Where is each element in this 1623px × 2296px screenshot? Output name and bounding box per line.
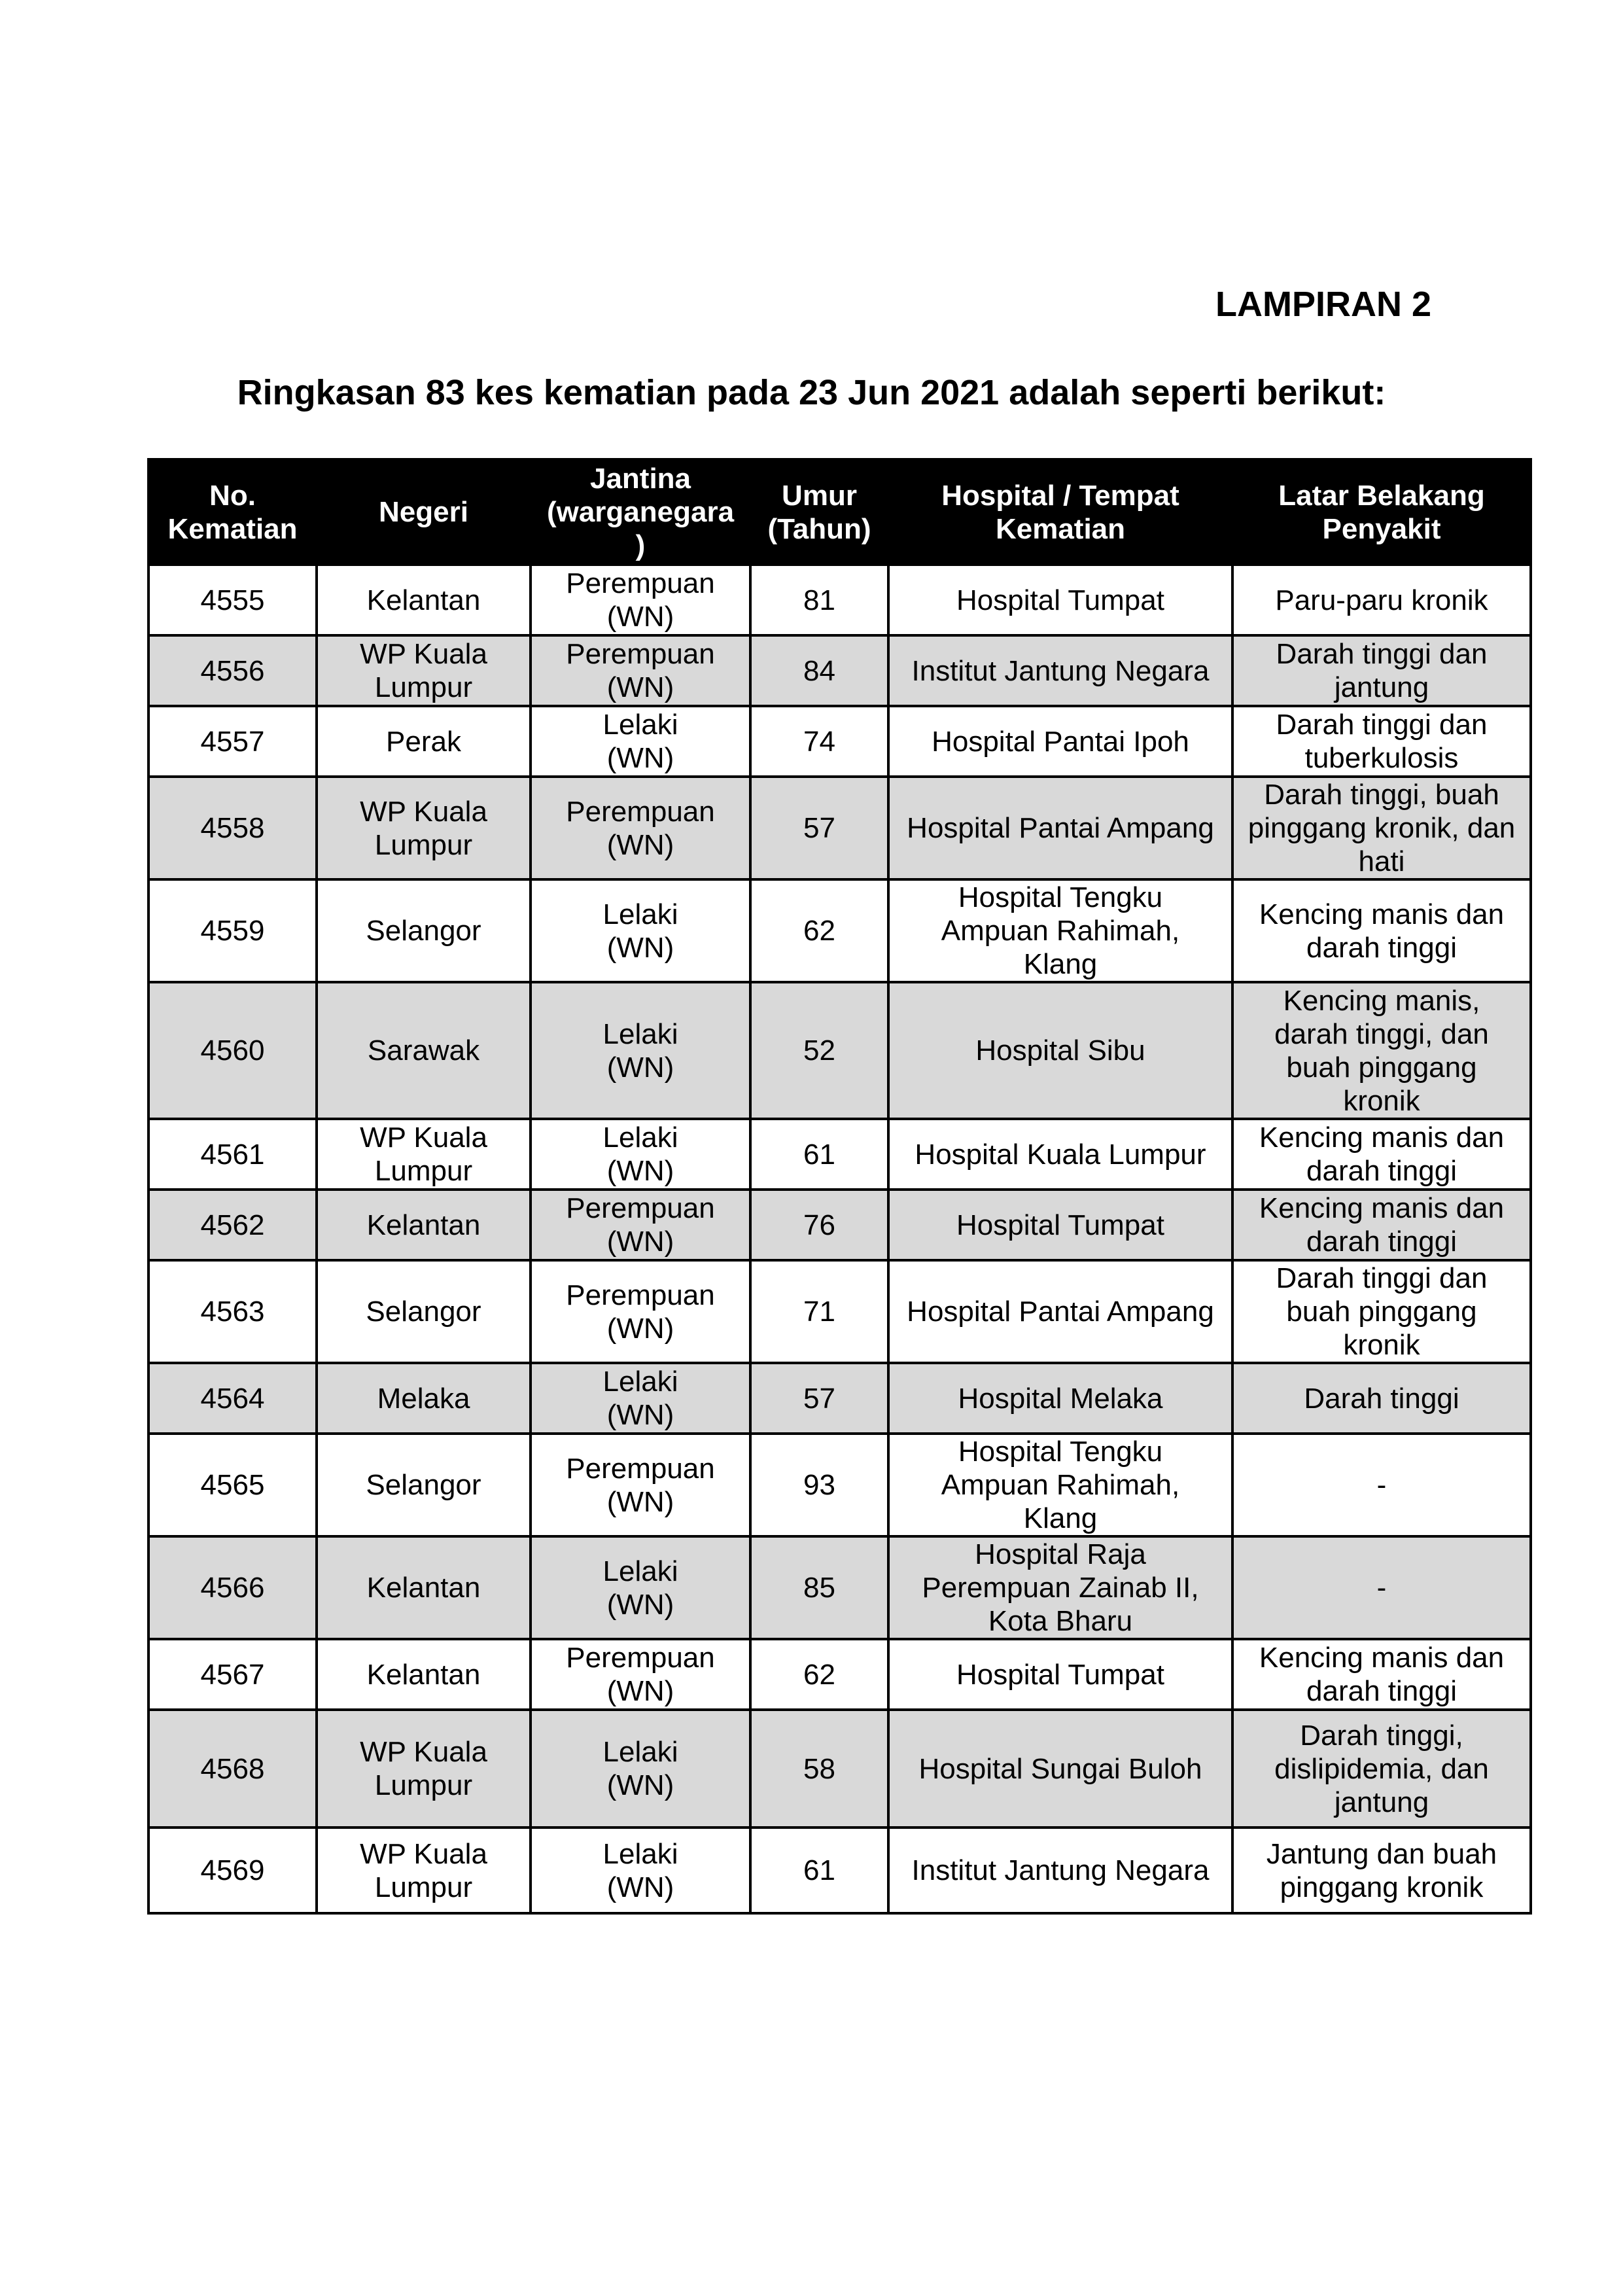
cell-line: (WN) — [606, 828, 674, 861]
cell-line: WP Kuala — [360, 1122, 487, 1154]
cell-line: Kencing manis dan — [1259, 1642, 1505, 1674]
cell-negeri — [317, 706, 531, 777]
cell-line: darah tinggi, dan — [1274, 1017, 1489, 1050]
cell-no: 4562 — [148, 1190, 317, 1260]
table-row — [148, 706, 1531, 777]
cell-line: Selangor — [366, 1469, 481, 1501]
cell-line: Kelantan — [366, 1572, 481, 1604]
table-row — [148, 1190, 1531, 1260]
cell-line: dislipidemia, dan — [1274, 1752, 1489, 1785]
cell-latar — [1232, 1828, 1531, 1913]
cell-jantina — [531, 1119, 750, 1190]
cell-line: tuberkulosis — [1304, 742, 1459, 774]
cell-line: jantung — [1334, 1786, 1429, 1818]
cell-no: 4564 — [148, 1363, 317, 1434]
cell-line: Kelantan — [366, 584, 481, 616]
cell-line: Kota Bharu — [988, 1605, 1133, 1637]
cell-negeri — [317, 1363, 531, 1434]
cell-line: Ampuan Rahimah, — [941, 1469, 1180, 1501]
cell-line: darah tinggi — [1306, 1226, 1457, 1258]
column-header-negeri — [317, 459, 531, 565]
cell-umur: 76 — [750, 1190, 888, 1260]
header-line: Hospital / Tempat — [941, 479, 1179, 512]
cell-hospital — [888, 565, 1232, 635]
cell-no: 4565 — [148, 1434, 317, 1536]
cell-umur: 74 — [750, 706, 888, 777]
column-header-latar — [1232, 459, 1531, 565]
table-row — [148, 1363, 1531, 1434]
cell-jantina — [531, 1363, 750, 1434]
header-line: Kematian — [995, 512, 1126, 545]
cell-line: Lelaki — [602, 1837, 678, 1870]
cell-line: buah pinggang — [1286, 1296, 1477, 1328]
cell-hospital — [888, 706, 1232, 777]
cell-no: 4556 — [148, 635, 317, 706]
cell-line: Jantung dan buah — [1266, 1837, 1497, 1870]
cell-hospital — [888, 1190, 1232, 1260]
cell-latar — [1232, 1434, 1531, 1536]
cell-negeri — [317, 1828, 531, 1913]
cell-line: hati — [1358, 845, 1405, 877]
column-header-umur — [750, 459, 888, 565]
cell-line: Selangor — [366, 915, 481, 947]
cell-negeri — [317, 777, 531, 879]
annex-label: LAMPIRAN 2 — [1215, 285, 1431, 324]
cell-negeri — [317, 1190, 531, 1260]
table-row — [148, 1434, 1531, 1536]
cell-line: (WN) — [606, 1226, 674, 1258]
table-row — [148, 879, 1531, 982]
cell-line: (WN) — [606, 1399, 674, 1431]
cell-line: pinggang kronik — [1280, 1871, 1484, 1903]
cell-umur: 61 — [750, 1119, 888, 1190]
cell-line: - — [1376, 1572, 1387, 1604]
cell-line: Klang — [1023, 948, 1098, 980]
table-row — [148, 1536, 1531, 1639]
cell-line: Ampuan Rahimah, — [941, 915, 1180, 947]
cell-line: (WN) — [606, 1675, 674, 1707]
cell-line: (WN) — [606, 1312, 674, 1345]
table-row — [148, 1119, 1531, 1190]
cell-jantina — [531, 1639, 750, 1710]
cell-line: Darah tinggi — [1304, 1382, 1459, 1415]
cell-line: Lelaki — [602, 1017, 678, 1050]
cell-hospital — [888, 1828, 1232, 1913]
header-line: Penyakit — [1322, 512, 1441, 545]
cell-latar — [1232, 1639, 1531, 1710]
cell-line: Hospital Sungai Buloh — [918, 1752, 1202, 1785]
cell-line: Darah tinggi dan — [1276, 638, 1488, 670]
cell-line: Perempuan — [566, 1642, 715, 1674]
header-line: Latar Belakang — [1278, 479, 1485, 512]
cell-line: WP Kuala — [360, 1837, 487, 1870]
cell-line: darah tinggi — [1306, 1155, 1457, 1187]
cell-jantina — [531, 1434, 750, 1536]
cell-line: Hospital Tengku — [958, 1436, 1163, 1468]
cell-line: jantung — [1334, 671, 1429, 703]
cell-line: Hospital Pantai Ipoh — [932, 725, 1189, 758]
cell-latar — [1232, 1119, 1531, 1190]
cell-line: (WN) — [606, 1871, 674, 1903]
cell-line: (WN) — [606, 1769, 674, 1801]
cell-line: darah tinggi — [1306, 1675, 1457, 1707]
cell-line: Melaka — [377, 1382, 470, 1415]
cell-umur: 57 — [750, 777, 888, 879]
cell-umur: 81 — [750, 565, 888, 635]
cell-line: Hospital Kuala Lumpur — [915, 1138, 1206, 1171]
cell-line: (WN) — [606, 671, 674, 703]
header-line: Umur — [782, 479, 857, 512]
cell-latar — [1232, 1363, 1531, 1434]
cell-line: Perempuan — [566, 1192, 715, 1224]
cell-line: WP Kuala — [360, 1736, 487, 1768]
cell-line: Perempuan Zainab II, — [922, 1572, 1199, 1604]
cell-latar — [1232, 777, 1531, 879]
cell-latar — [1232, 706, 1531, 777]
cell-line: Kelantan — [366, 1209, 481, 1241]
cell-no: 4563 — [148, 1260, 317, 1363]
cell-line: Perempuan — [566, 638, 715, 670]
header-line: Negeri — [379, 496, 468, 528]
cell-line: Lelaki — [602, 709, 678, 741]
cell-jantina — [531, 1828, 750, 1913]
cell-line: Darah tinggi dan — [1276, 1262, 1488, 1294]
header-line: Kematian — [167, 512, 298, 545]
cell-jantina — [531, 1710, 750, 1828]
cell-line: (WN) — [606, 1051, 674, 1084]
cell-line: Hospital Sibu — [975, 1034, 1145, 1067]
cell-line: (WN) — [606, 1588, 674, 1621]
cell-negeri — [317, 1639, 531, 1710]
cell-jantina — [531, 1190, 750, 1260]
cell-no: 4567 — [148, 1639, 317, 1710]
cell-line: Hospital Tumpat — [956, 584, 1164, 616]
cell-no: 4557 — [148, 706, 317, 777]
cell-no: 4566 — [148, 1536, 317, 1639]
cell-hospital — [888, 1363, 1232, 1434]
table-row — [148, 1260, 1531, 1363]
cell-line: Perempuan — [566, 1279, 715, 1311]
cell-line: buah pinggang — [1286, 1051, 1477, 1084]
cell-umur: 52 — [750, 982, 888, 1119]
cell-line: Kelantan — [366, 1658, 481, 1691]
cell-line: - — [1376, 1469, 1387, 1501]
cell-umur: 61 — [750, 1828, 888, 1913]
cell-line: Perempuan — [566, 795, 715, 828]
table-row — [148, 635, 1531, 706]
cell-no: 4561 — [148, 1119, 317, 1190]
cell-umur: 62 — [750, 879, 888, 982]
header-line: ) — [635, 529, 646, 561]
cell-latar — [1232, 1536, 1531, 1639]
cell-negeri — [317, 982, 531, 1119]
cell-line: Perak — [386, 725, 461, 758]
cell-hospital — [888, 1536, 1232, 1639]
cell-latar — [1232, 1260, 1531, 1363]
table-row — [148, 982, 1531, 1119]
column-header-no — [148, 459, 317, 565]
cell-hospital — [888, 982, 1232, 1119]
cell-latar — [1232, 982, 1531, 1119]
cell-hospital — [888, 1639, 1232, 1710]
header-line: (Tahun) — [767, 512, 871, 545]
table-header-row — [148, 459, 1531, 565]
cell-line: WP Kuala — [360, 638, 487, 670]
cell-line: Darah tinggi, — [1300, 1719, 1463, 1752]
cell-hospital — [888, 777, 1232, 879]
table-row — [148, 1639, 1531, 1710]
cell-line: Lumpur — [374, 1155, 473, 1187]
cell-negeri — [317, 1434, 531, 1536]
table-row — [148, 777, 1531, 879]
cell-line: (WN) — [606, 1155, 674, 1187]
cell-line: Hospital Pantai Ampang — [907, 812, 1214, 844]
cell-negeri — [317, 635, 531, 706]
cell-umur: 58 — [750, 1710, 888, 1828]
table-row — [148, 1710, 1531, 1828]
cell-jantina — [531, 1536, 750, 1639]
header-line: (warganegara — [546, 496, 735, 528]
cell-line: Hospital Tengku — [958, 881, 1163, 913]
cell-umur: 84 — [750, 635, 888, 706]
cell-no: 4568 — [148, 1710, 317, 1828]
cell-line: pinggang kronik, dan — [1248, 812, 1516, 844]
cell-line: Hospital Raja — [975, 1538, 1146, 1570]
column-header-jantina — [531, 459, 750, 565]
cell-line: Paru-paru kronik — [1275, 584, 1488, 616]
cell-umur: 62 — [750, 1639, 888, 1710]
cell-hospital — [888, 1710, 1232, 1828]
cell-line: Hospital Tumpat — [956, 1658, 1164, 1691]
cell-negeri — [317, 1710, 531, 1828]
deaths-table — [147, 458, 1532, 1915]
cell-line: (WN) — [606, 1485, 674, 1518]
cell-umur: 57 — [750, 1363, 888, 1434]
table-row — [148, 1828, 1531, 1913]
cell-line: Lelaki — [602, 1366, 678, 1398]
cell-jantina — [531, 982, 750, 1119]
cell-line: Lumpur — [374, 671, 473, 703]
cell-line: Lumpur — [374, 1871, 473, 1903]
cell-line: WP Kuala — [360, 795, 487, 828]
page-title: Ringkasan 83 kes kematian pada 23 Jun 2021 adalah seperti berikut: — [237, 373, 1386, 412]
cell-latar — [1232, 1710, 1531, 1828]
cell-line: Selangor — [366, 1296, 481, 1328]
cell-line: Hospital Pantai Ampang — [907, 1296, 1214, 1328]
cell-no: 4560 — [148, 982, 317, 1119]
cell-line: Institut Jantung Negara — [911, 654, 1210, 687]
cell-jantina — [531, 706, 750, 777]
cell-line: (WN) — [606, 931, 674, 964]
cell-negeri — [317, 879, 531, 982]
cell-jantina — [531, 777, 750, 879]
cell-jantina — [531, 1260, 750, 1363]
cell-line: Kencing manis, — [1283, 984, 1480, 1017]
cell-line: Hospital Tumpat — [956, 1209, 1164, 1241]
cell-line: Lumpur — [374, 828, 473, 861]
cell-umur: 85 — [750, 1536, 888, 1639]
cell-no: 4559 — [148, 879, 317, 982]
cell-jantina — [531, 565, 750, 635]
cell-line: (WN) — [606, 601, 674, 633]
cell-line: Lelaki — [602, 1122, 678, 1154]
table-body — [148, 565, 1531, 1913]
cell-line: kronik — [1343, 1329, 1420, 1361]
cell-umur: 93 — [750, 1434, 888, 1536]
cell-line: Hospital Melaka — [958, 1382, 1163, 1415]
cell-line: Institut Jantung Negara — [911, 1854, 1210, 1886]
cell-latar — [1232, 635, 1531, 706]
cell-line: Perempuan — [566, 1452, 715, 1485]
cell-line: Kencing manis dan — [1259, 1192, 1505, 1224]
cell-hospital — [888, 1260, 1232, 1363]
cell-negeri — [317, 1536, 531, 1639]
cell-line: (WN) — [606, 742, 674, 774]
cell-line: Sarawak — [367, 1034, 480, 1067]
cell-latar — [1232, 1190, 1531, 1260]
column-header-hospital — [888, 459, 1232, 565]
cell-latar — [1232, 879, 1531, 982]
cell-line: Perempuan — [566, 567, 715, 599]
cell-no: 4569 — [148, 1828, 317, 1913]
header-line: No. — [209, 479, 256, 512]
cell-jantina — [531, 635, 750, 706]
cell-line: Klang — [1023, 1502, 1098, 1534]
cell-line: Kencing manis dan — [1259, 1122, 1505, 1154]
cell-hospital — [888, 1434, 1232, 1536]
cell-umur: 71 — [750, 1260, 888, 1363]
cell-hospital — [888, 879, 1232, 982]
cell-line: Lelaki — [602, 1736, 678, 1768]
table-row — [148, 565, 1531, 635]
cell-line: Lumpur — [374, 1769, 473, 1801]
cell-latar — [1232, 565, 1531, 635]
cell-line: Darah tinggi, buah — [1264, 779, 1499, 811]
cell-jantina — [531, 879, 750, 982]
cell-negeri — [317, 1260, 531, 1363]
header-line: Jantina — [589, 463, 691, 495]
cell-line: kronik — [1343, 1084, 1420, 1117]
cell-hospital — [888, 1119, 1232, 1190]
cell-no: 4555 — [148, 565, 317, 635]
cell-line: Darah tinggi dan — [1276, 709, 1488, 741]
cell-line: darah tinggi — [1306, 931, 1457, 964]
cell-line: Lelaki — [602, 1555, 678, 1587]
cell-negeri — [317, 1119, 531, 1190]
cell-no: 4558 — [148, 777, 317, 879]
cell-negeri — [317, 565, 531, 635]
cell-hospital — [888, 635, 1232, 706]
cell-line: Kencing manis dan — [1259, 898, 1505, 930]
cell-line: Lelaki — [602, 898, 678, 930]
